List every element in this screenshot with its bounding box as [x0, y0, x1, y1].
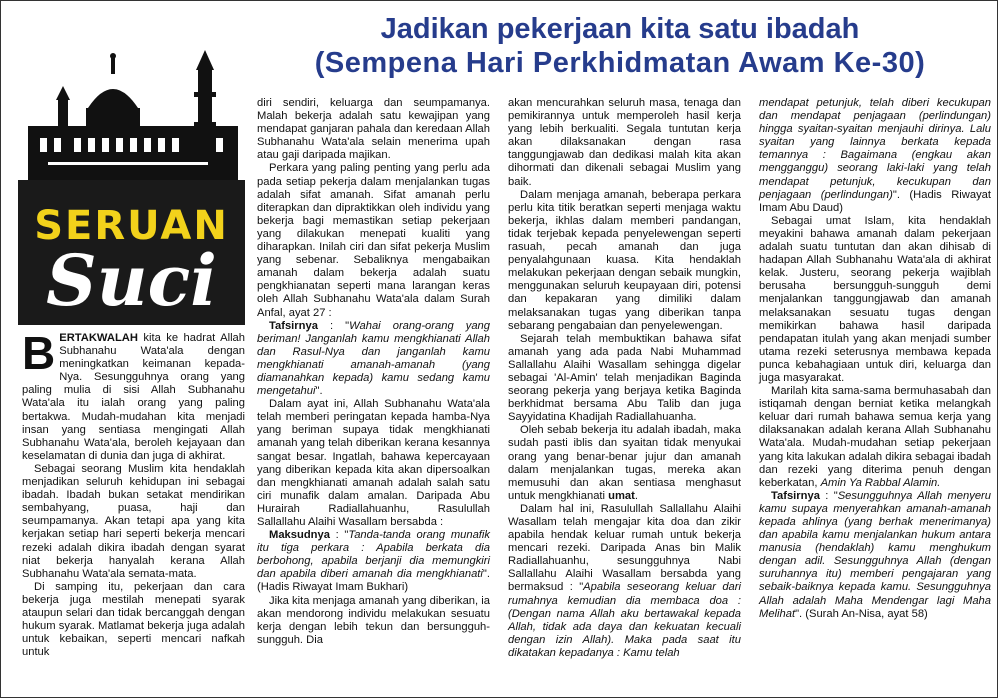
column-4 [759, 97, 991, 621]
paragraph [508, 424, 741, 503]
bold-word: umat [608, 489, 635, 502]
paragraph-text: Dalam hal ini, Rasulullah Sallallahu Alaihi Wasallam telah mengajar kita doa dan zikir apabila hendak keluar rumah untuk bekerja mencari rezeki. Daripada Anas bin Malik Radiallahuanhu, sesungguhnya Nabi Sallallahu Alaihi Wasallam bersabda yang bermaksud : " [508, 502, 741, 594]
quote-open: : " [317, 319, 350, 332]
closing-prayer: Amin Ya Rabbal Alamin. [820, 476, 941, 489]
quote-open: : " [819, 489, 838, 502]
drop-cap: B [22, 327, 56, 379]
lead-word: ERTAKWALAH [59, 332, 138, 344]
logo-word-seruan: SERUAN [34, 203, 229, 249]
quote-close: ". [315, 385, 323, 398]
quran-quote [257, 320, 490, 399]
maksud-label: Maksudnya [269, 529, 330, 542]
paragraph: Dalam ayat ini, Allah Subhanahu Wata'ala telah memberi peringatan kepada hamba-Nya yang beriman supaya tidak mengkhianati amanah yang telah diberikan kerana kesannya sangat besar. Ingatlah, bahawa kepercayaan yang diberikan kepada kita akan dipersoalkan dan mengkhianati amanah adalah salah satu ciri munafik dalam amalan. Daripada Abu Hurairah Radiallahuanhu, Rasulullah Sallallahu Alaihi Wasallam bersabda : [257, 398, 490, 528]
hadith-paragraph [508, 503, 741, 660]
paragraph [759, 385, 991, 490]
paragraph-end: . [634, 489, 638, 502]
hadith-continued [759, 97, 991, 215]
quote-close: ". (Hadis Riwayat Imam Abu Daud) [759, 188, 991, 214]
column-3 [508, 97, 741, 660]
quote-close: ". (Surah An-Nisa, ayat 58) [795, 607, 928, 620]
quote-text: mendapat petunjuk, telah diberi kecukupan dan mendapat penjagaan (perlindungan) hingga syaitan-syaitan menjauhi dirinya. Lalu syaitan yang lainnya berkata kepada temannya : Bagaimana (engkau akan mengganggu) seorang laki-laki yang telah mendapat petunjuk, kecukupan dan penjagaan (perlindungan) [759, 97, 991, 201]
quote-text: Sesungguhnya Allah menyeru kamu supaya menyerahkan amanah-amanah kepada ahlinya (yang berhak menerimanya) dan apabila kamu menjalankan hukum antara manusia (hendaklah) kamu menghukum dengan adil. Sesungguhnya Allah (dengan suruhannya itu) memberi pengajaran yang sebaik-baiknya kepada kamu. Sesungguhnya Allah adalah Maha Mendengar lagi Maha Melihat [759, 489, 991, 620]
paragraph-2: Sebagai seorang Muslim kita hendaklah menjadikan seluruh kehidupan ini sebagai ibadah. Ibadah bukan setakat mendirikan sembahyang, puasa, haji dan seumpamanya. Akan tetapi apa yang kita kerjakan setiap hari seperti bekerja mencari rezeki adalah dikira ibadah dengan syarat niat bekerja hanyalah kerana Allah Subhanahu Wata'ala semata-mata. [22, 462, 245, 580]
title-line-1: Jadikan pekerjaan kita satu ibadah [380, 13, 860, 45]
paragraph-3: Di samping itu, pekerjaan dan cara bekerja juga mestilah menepati syarak ataupun selari dan tidak bercanggah dengan hukum syarak. Matlamat bekerja juga adalah untuk kebaikan, seperti mencari nafkah untuk [22, 580, 245, 659]
quote-text: Apabila seseorang keluar dari rumahnya kemudian dia membaca doa : (Dengan nama Allah aku bertawakal kepada Allah, tidak ada daya dan kekuatan kecuali dengan izin Allah). Maka pada saat itu dikatakan kepadanya : Kamu telah [508, 581, 741, 659]
paragraph: Sejarah telah membuktikan bahawa sifat amanah yang ada pada Nabi Muhammad Sallallahu Alaihi Wasallam sehingga digelar sebagai 'Al-Amin' telah menjadikan Baginda seorang pekerja yang berjaya ketika Baginda berkhidmat bersama Abu Talib dan juga Sayyidatina Khadijah Radiallahuanha. [508, 332, 741, 424]
quote-text: Wahai orang-orang yang beriman! Janganlah kamu mengkhianati Allah dan Rasul-Nya dan janganlah kamu mengkhianati amanah-amanah (yang diamanahkan kepada) kamu sedang kamu mengetahui [257, 319, 490, 398]
tafsir-label: Tafsirnya [771, 489, 820, 502]
seruan-suci-logo [18, 30, 245, 325]
paragraph: Sebagai umat Islam, kita hendaklah meyakini bahawa amanah dalam pekerjaan adalah suatu tuntutan dan akan dihisab di hadapan Allah Subhanahu Wata'ala di akhirat kelak. Justeru, seorang pekerja wajiblah berusaha bersungguh-sungguh demi menjalankan tanggungjawab dan amanah melaksanakan sesuatu tugas dengan memikirkan bahawa hasil daripada pendapatan itulah yang akan menjadi sumber utama rezeki seterusnya membawa kepada punca kebahagiaan untuk diri, keluarga dan juga masyarakat. [759, 214, 991, 384]
column-2 [257, 97, 490, 647]
quote-close: ". (Hadis Riwayat Imam Bukhari) [257, 568, 490, 594]
tafsir-label: Tafsirnya [269, 319, 318, 332]
paragraph-continued: diri sendiri, keluarga dan seumpamanya. Malah bekerja adalah satu kewajipan yang mendapat ganjaran pahala dan keredaan Allah Subhanahu Wata'ala selain menerima upah atau gaji daripada majikan. [257, 97, 490, 162]
paragraph-text: Marilah kita sama-sama bermuhasabah dan istiqamah dengan berniat ketika melangkah keluar dari rumah bahawa semua kerja yang dilaksanakan adalah kerana Allah Subhanahu Wata'ala. Mudah-mudahan setiap pekerjaan yang kita lakukan adalah dikira sebagai ibadah dan rezeki yang diterima penuh dengan keberkatan, [759, 385, 991, 489]
paragraph-1 [22, 327, 245, 463]
quote-open: : " [329, 529, 349, 542]
paragraph: Perkara yang paling penting yang perlu ada pada setiap pekerja dalam menjalankan tugas adalah sifat amanah. Sifat amanah perlu diterapkan dan dipraktikkan oleh individu yang bekerja bagi memastikan setiap pekerjaan yang dilakukan menepati kualiti yang diharapkan. Inilah ciri dan sifat pekerja Muslim yang sebenar. Sebaliknya mengabaikan amanah dalam bekerja adalah suatu pengkhianatan seperti mana larangan keras oleh Allah Subhanahu Wata'ala dalam Surah Anfal, ayat 27 : [257, 162, 490, 319]
title-line-2: (Sempena Hari Perkhidmatan Awam Ke-30) [314, 47, 926, 79]
quote-text: Tanda-tanda orang munafik itu tiga perkara : Apabila berkata dia berbohong, apabila berjanji dia memungkiri dan apabila diberi amanah dia mengkhianati [257, 529, 490, 581]
paragraph: Dalam menjaga amanah, beberapa perkara perlu kita titik beratkan seperti menjaga waktu bekerja, ikhlas dalam memberi pandangan, tidak terjebak kepada penyelewengan seperti rasuah, pecah amanah dan juga penyalahgunaan kuasa. Kita hendaklah melakukan pekerjaan dengan sebaik mungkin, menggunakan seluruh keupayaan diri, potensi dan kepakaran yang dimiliki dalam melaksanakan tugas yang diberikan tanpa sebarang pengabaian dan penyelewengan. [508, 188, 741, 332]
paragraph-continued: akan mencurahkan seluruh masa, tenaga dan pemikirannya untuk memperoleh hasil kerja yang lebih berkualiti. Segala tuntutan kerja akan dilaksanakan dengan rasa tanggungjawab dan dedikasi malah kita akan dihormati dan dikenali sebagai Muslim yang baik. [508, 97, 741, 188]
logo-word-suci: Suci [46, 239, 217, 322]
paragraph: Jika kita menjaga amanah yang diberikan, ia akan mendorong individu melakukan sesuatu kerja dengan lebih tekun dan bersungguh-sungguh. Dia [257, 594, 490, 646]
paragraph-text: kita ke hadrat Allah Subhanahu Wata'ala dengan meningkatkan keimanan kepada-Nya. Sesungguhnya orang yang paling mulia di sisi Allah Subhanahu Wata'ala itu ialah orang yang paling bertakwa. Mudah-mudahan kita menjadi insan yang sentiasa mengingati Allah Subhanahu Wata'ala, beroleh kejayaan dan keselamatan di dunia dan juga di akhirat. [22, 332, 245, 462]
hadith-quote [257, 529, 490, 594]
article-title [248, 12, 992, 80]
quran-quote [759, 490, 991, 621]
paragraph-text: Oleh sebab bekerja itu adalah ibadah, maka sudah pasti iblis dan syaitan tidak menyukai orang yang benar-benar jujur dan amanah dalam menjalankan tugas, mereka akan memusuhi dan akan sentiasa menghasut untuk mengkhianati [508, 424, 741, 502]
column-1 [22, 327, 245, 659]
